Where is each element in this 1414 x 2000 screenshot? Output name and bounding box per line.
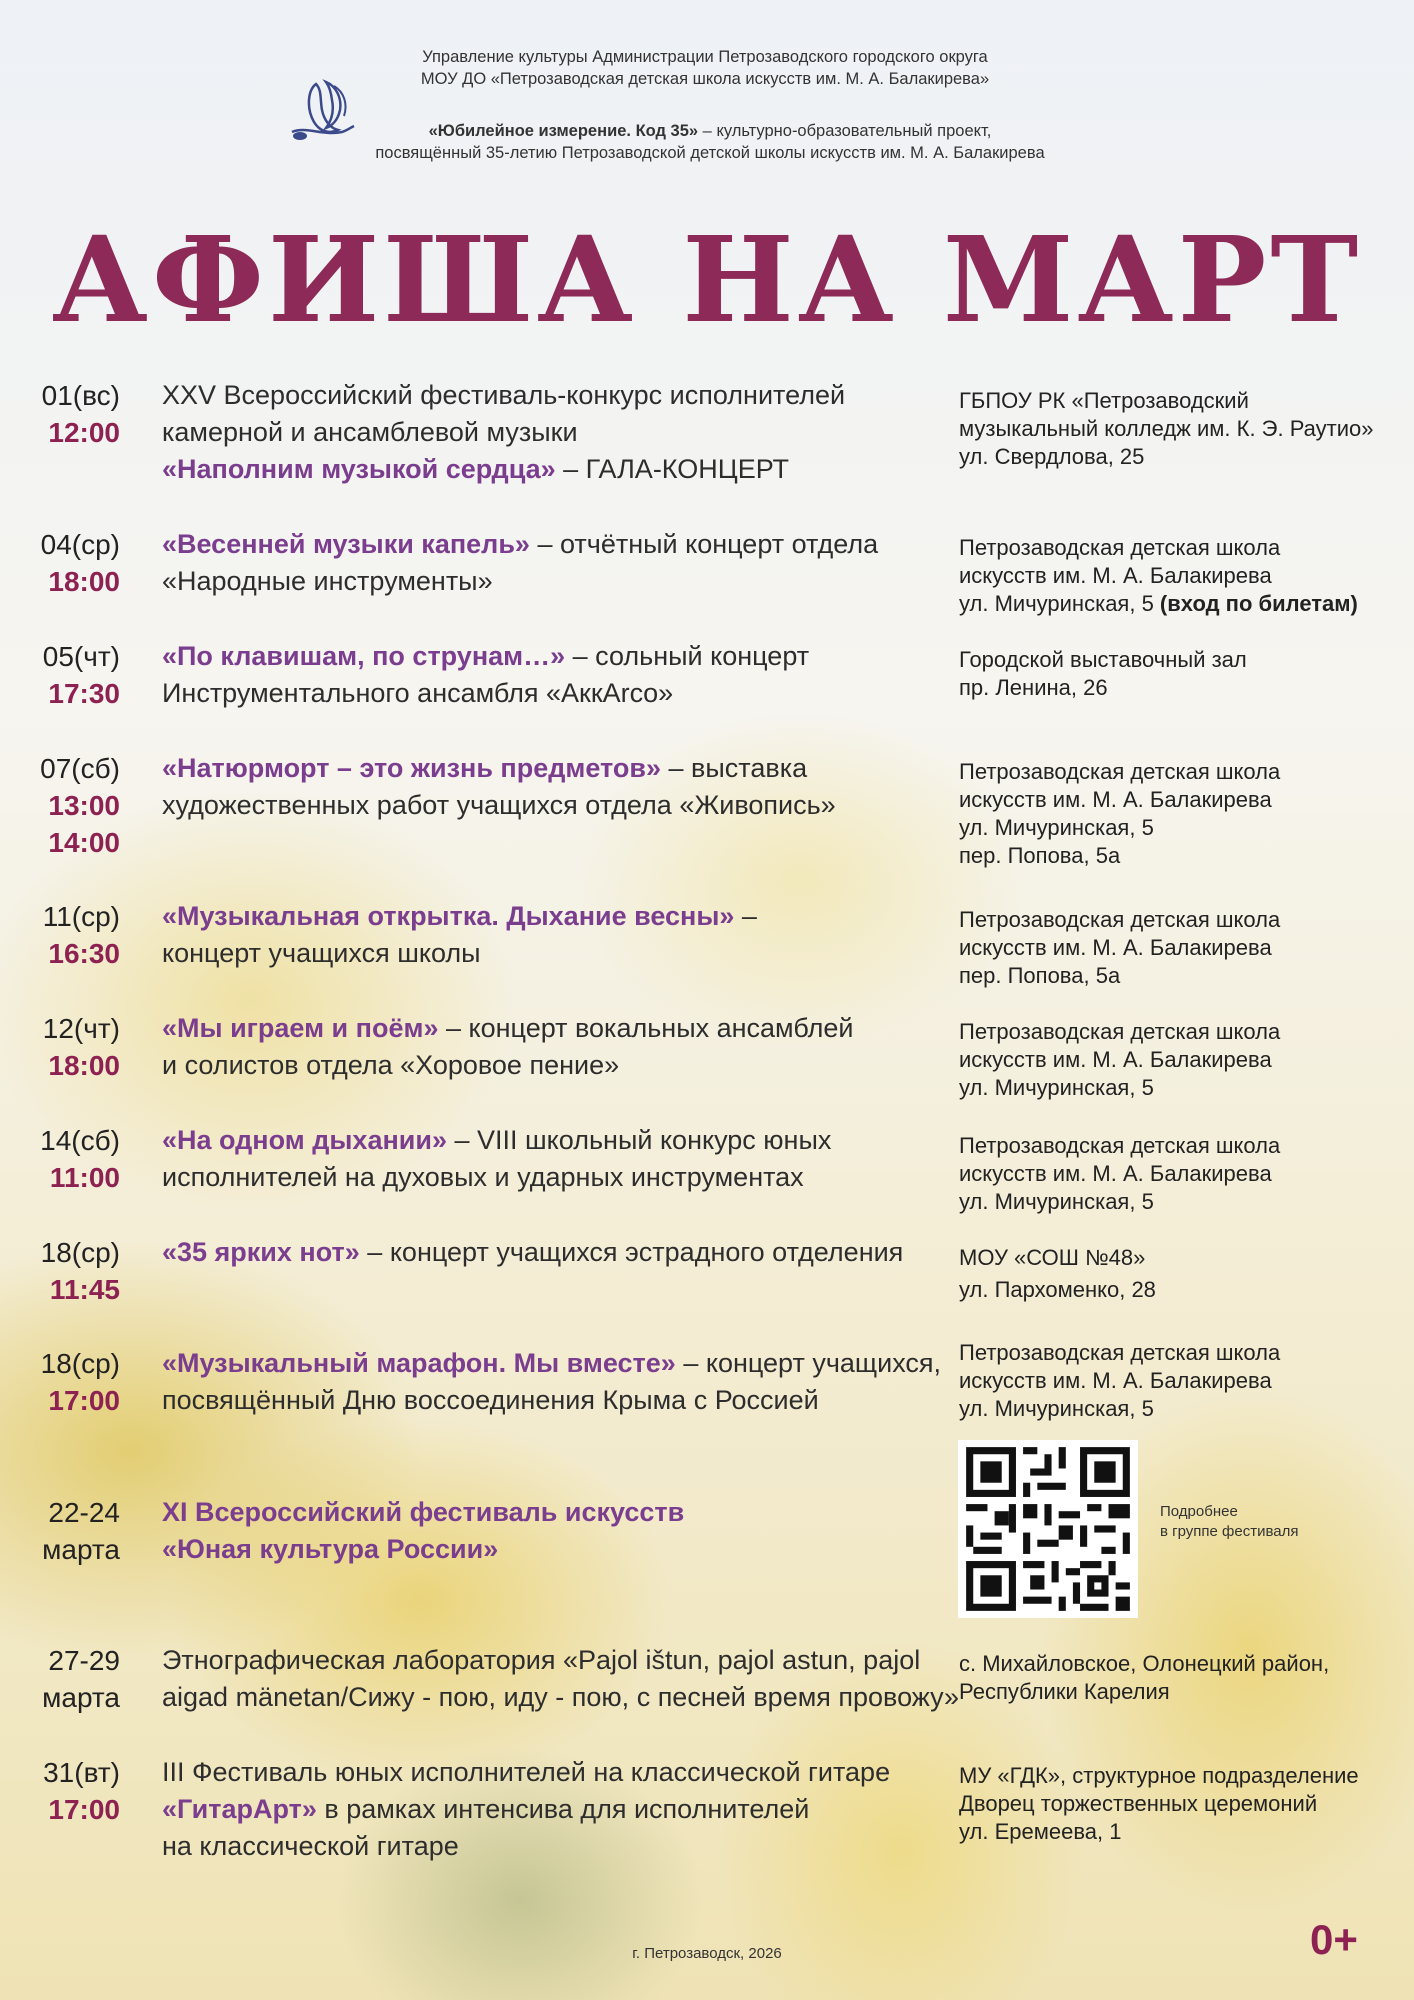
event-time: 14:00 <box>48 827 120 858</box>
page-title: АФИША НА МАРТ <box>51 210 1363 349</box>
venue-line: Республики Карелия <box>959 1679 1170 1704</box>
event-date <box>24 1642 120 1716</box>
venue-line <box>959 590 1399 618</box>
venue-line: искусств им. М. А. Балакирева <box>959 1161 1272 1186</box>
event-text: aigad mänetan/Сижу - пою, иду - пою, с песней время провожу» <box>162 1682 959 1712</box>
venue-line: ул. Еремеева, 1 <box>959 1819 1122 1844</box>
event-text: в рамках интенсива для исполнителей <box>316 1794 810 1824</box>
event-venue <box>959 1650 1399 1706</box>
event-text <box>162 1345 952 1382</box>
event-text: Инструментального ансамбля «АккАrco» <box>162 678 674 708</box>
venue-line: ул. Мичуринская, 5 <box>959 1189 1154 1214</box>
venue-line: пер. Попова, 5а <box>959 963 1121 988</box>
venue-line: искусств им. М. А. Балакирева <box>959 563 1272 588</box>
venue-line: ул. Мичуринская, 5 <box>959 815 1154 840</box>
event-text: XXV Всероссийский фестиваль-конкурс исполнителей <box>162 380 846 410</box>
event-text: – <box>734 901 757 931</box>
event-title: «Натюрморт – это жизнь предметов» <box>162 753 661 783</box>
venue-line: искусств им. М. А. Балакирева <box>959 1047 1272 1072</box>
event-text: и солистов отдела «Хоровое пение» <box>162 1050 620 1080</box>
event-description <box>162 638 952 712</box>
event-date <box>24 1494 120 1568</box>
event-venue <box>959 1339 1399 1423</box>
event-date <box>24 1122 120 1196</box>
event-text: камерной и ансамблевой музыки <box>162 417 578 447</box>
event-text <box>162 750 952 787</box>
venue-line: Петрозаводская детская школа <box>959 535 1281 560</box>
event-text: художественных работ учащихся отдела «Живопись» <box>162 790 836 820</box>
event-day: 18(ср) <box>40 1348 120 1379</box>
event-text: – отчётный концерт отдела <box>529 529 879 559</box>
event-venue <box>959 906 1399 990</box>
event-text <box>162 1010 952 1047</box>
event-text: – VIII школьный конкурс юных <box>446 1125 832 1155</box>
event-title: «По клавишам, по струнам…» <box>162 641 566 671</box>
project-name: «Юбилейное измерение. Код 35» <box>428 122 699 140</box>
venue-line: ГБПОУ РК «Петрозаводский <box>959 388 1249 413</box>
venue-line: ул. Пархоменко, 28 <box>959 1277 1156 1302</box>
venue-line: искусств им. М. А. Балакирева <box>959 787 1272 812</box>
event-title: «Весенней музыки капель» <box>162 529 530 559</box>
event-date <box>24 526 120 600</box>
event-time: 12:00 <box>48 417 120 448</box>
event-text: исполнителей на духовых и ударных инструментах <box>162 1162 804 1192</box>
event-title: «Мы играем и поём» <box>162 1013 439 1043</box>
event-day: 05(чт) <box>42 641 120 672</box>
event-date <box>24 898 120 972</box>
event-text: «Народные инструменты» <box>162 566 493 596</box>
event-day: 11(ср) <box>42 901 120 932</box>
venue-line: Городской выставочный зал <box>959 647 1247 672</box>
project-line-1 <box>330 120 1090 142</box>
event-description <box>162 750 952 824</box>
venue-line: Дворец торжественных церемоний <box>959 1791 1318 1816</box>
event-venue <box>959 1018 1399 1102</box>
event-title: «На одном дыхании» <box>162 1125 447 1155</box>
event-text: – сольный концерт <box>565 641 810 671</box>
event-month: марта <box>42 1682 120 1713</box>
project-desc: – культурно-образовательный проект, <box>698 122 992 140</box>
event-text: – концерт учащихся эстрадного отделения <box>359 1237 904 1267</box>
event-date <box>24 1010 120 1084</box>
venue-line: Петрозаводская детская школа <box>959 1019 1281 1044</box>
event-month: марта <box>42 1534 120 1565</box>
venue-line: МОУ «СОШ №48» <box>959 1245 1146 1270</box>
footer-city-year: г. Петрозаводск, 2026 <box>632 1945 782 1962</box>
event-text: концерт учащихся школы <box>162 938 481 968</box>
event-day: 01(вс) <box>41 380 120 411</box>
event-text: Этнографическая лаборатория «Pajol ištun, pajol astun, pajol <box>162 1645 921 1675</box>
org-line-2: МОУ ДО «Петрозаводская детская школа искусств им. М. А. Балакирева» <box>420 70 990 88</box>
event-time: 18:00 <box>48 1050 120 1081</box>
event-time: 17:00 <box>48 1385 120 1416</box>
venue-line: пр. Ленина, 26 <box>959 675 1108 700</box>
event-venue <box>959 1242 1399 1306</box>
event-text <box>162 1234 952 1271</box>
event-description <box>162 1010 952 1084</box>
event-venue <box>959 646 1399 702</box>
venue-line: МУ «ГДК», структурное подразделение <box>959 1763 1359 1788</box>
venue-line: Петрозаводская детская школа <box>959 1133 1281 1158</box>
event-venue <box>959 758 1399 870</box>
event-day: 22-24 <box>48 1497 120 1528</box>
venue-address: ул. Мичуринская, 5 <box>959 591 1160 616</box>
venue-line: ул. Мичуринская, 5 <box>959 1396 1154 1421</box>
event-title: «35 ярких нот» <box>162 1237 360 1267</box>
event-description <box>162 898 952 972</box>
venue-line: искусств им. М. А. Балакирева <box>959 1368 1272 1393</box>
event-day: 04(ср) <box>40 529 120 560</box>
event-title: «Музыкальный марафон. Мы вместе» <box>162 1348 676 1378</box>
event-text: – концерт вокальных ансамблей <box>438 1013 854 1043</box>
qr-note-line: в группе фестиваля <box>1160 1523 1299 1540</box>
project-line-2: посвящённый 35-летию Петрозаводской детской школы искусств им. М. А. Балакирева <box>375 144 1045 162</box>
event-description <box>162 1234 952 1271</box>
event-day: 27-29 <box>48 1645 120 1676</box>
event-time: 16:30 <box>48 938 120 969</box>
event-time: 17:30 <box>48 678 120 709</box>
event-text <box>162 1791 952 1828</box>
event-day: 12(чт) <box>42 1013 120 1044</box>
venue-line: пер. Попова, 5а <box>959 843 1121 868</box>
qr-code[interactable] <box>958 1440 1138 1618</box>
event-venue <box>959 1762 1399 1846</box>
event-title: «ГитарАрт» <box>162 1794 317 1824</box>
org-line-1: Управление культуры Администрации Петрозаводского городского округа <box>422 48 988 66</box>
event-day: 14(сб) <box>40 1125 120 1156</box>
venue-line: Петрозаводская детская школа <box>959 759 1281 784</box>
event-text: – концерт учащихся, <box>675 1348 942 1378</box>
event-title: «Наполним музыкой сердца» <box>162 454 556 484</box>
event-description <box>162 1642 962 1716</box>
event-description <box>162 377 952 488</box>
event-text: посвящённый Дню воссоединения Крыма с Россией <box>162 1385 819 1415</box>
event-venue <box>959 387 1399 471</box>
event-text <box>162 451 952 488</box>
event-description <box>162 1494 952 1568</box>
event-time: 17:00 <box>48 1794 120 1825</box>
event-text <box>162 526 952 563</box>
event-date <box>24 1234 120 1308</box>
event-title: «Юная культура России» <box>162 1534 499 1564</box>
venue-ticket-note: (вход по билетам) <box>1159 591 1358 616</box>
event-time: 13:00 <box>48 790 120 821</box>
age-rating-badge: 0+ <box>1310 1916 1358 1963</box>
event-date <box>24 1754 120 1828</box>
venue-line: музыкальный колледж им. К. Э. Раутио» <box>959 416 1374 441</box>
event-text: III Фестиваль юных исполнителей на классической гитаре <box>162 1757 891 1787</box>
venue-line: с. Михайловское, Олонецкий район, <box>959 1651 1330 1676</box>
event-day: 07(сб) <box>40 753 120 784</box>
event-description <box>162 1345 952 1419</box>
event-description <box>162 526 952 600</box>
event-day: 31(вт) <box>43 1757 120 1788</box>
event-date <box>24 638 120 712</box>
event-text: на классической гитаре <box>162 1831 459 1861</box>
event-title: «Музыкальная открытка. Дыхание весны» <box>162 901 735 931</box>
event-time: 18:00 <box>48 566 120 597</box>
event-day: 18(ср) <box>40 1237 120 1268</box>
event-date <box>24 750 120 861</box>
venue-line: Петрозаводская детская школа <box>959 1340 1281 1365</box>
event-text <box>162 898 952 935</box>
event-date <box>24 377 120 451</box>
event-date <box>24 1345 120 1419</box>
event-text: – ГАЛА-КОНЦЕРТ <box>555 454 790 484</box>
event-venue <box>959 1132 1399 1216</box>
event-venue <box>959 534 1399 618</box>
qr-note-line: Подробнее <box>1160 1503 1238 1520</box>
qr-note <box>1160 1502 1299 1542</box>
event-description <box>162 1754 952 1865</box>
venue-line: ул. Свердлова, 25 <box>959 444 1145 469</box>
event-title: XI Всероссийский фестиваль искусств <box>162 1497 685 1527</box>
event-time: 11:45 <box>49 1274 120 1305</box>
venue-line: ул. Мичуринская, 5 <box>959 1075 1154 1100</box>
venue-line: Петрозаводская детская школа <box>959 907 1281 932</box>
event-text <box>162 1122 952 1159</box>
event-description <box>162 1122 952 1196</box>
event-text: – выставка <box>661 753 808 783</box>
venue-line: искусств им. М. А. Балакирева <box>959 935 1272 960</box>
event-text <box>162 638 952 675</box>
event-time: 11:00 <box>49 1162 120 1193</box>
